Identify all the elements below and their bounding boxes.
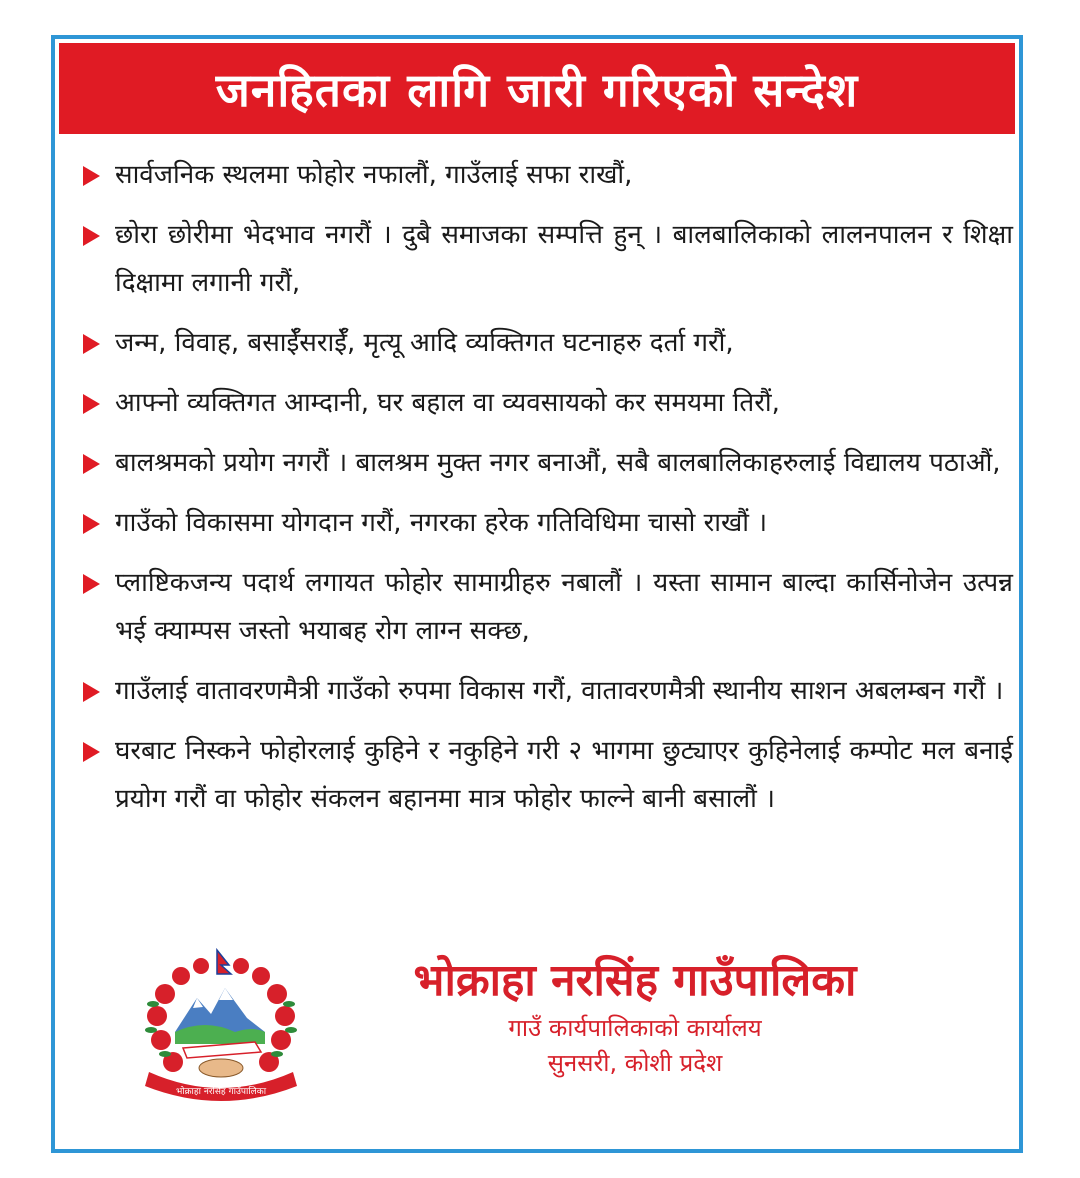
list-item: आफ्नो व्यक्तिगत आम्दानी, घर बहाल वा व्यवसायको कर समयमा तिरौं, (83, 379, 1013, 427)
triangle-bullet-icon (83, 226, 100, 246)
emblem-ribbon-text: भोक्राहा नरसिंह गाउँपालिका (175, 1087, 267, 1097)
list-item: जन्म, विवाह, बसाईँसराईँ, मृत्यू आदि व्यक्तिगत घटनाहरु दर्ता गरौं, (83, 319, 1013, 367)
emblem-svg (135, 944, 307, 1104)
office-address: सुनसरी, कोशी प्रदेश (547, 1049, 723, 1077)
triangle-bullet-icon (83, 454, 100, 474)
triangle-bullet-icon (83, 682, 100, 702)
office-name: भोक्राहा नरसिंह गाउँपालिका (413, 955, 857, 1006)
list-item: गाउँको विकासमा योगदान गरौं, नगरका हरेक गतिविधिमा चासो राखौं । (83, 499, 1013, 547)
office-block (325, 951, 945, 1081)
page-title: जनहितका लागि जारी गरिएको सन्देश (215, 62, 859, 117)
triangle-bullet-icon (83, 334, 100, 354)
title-banner (59, 43, 1015, 134)
list-item: बालश्रमको प्रयोग नगरौं । बालश्रम मुक्त नगर बनाऔं, सबै बालबालिकाहरुलाई विद्यालय पठाऔं, (83, 439, 1013, 487)
office-subtitle: गाउँ कार्यपालिकाको कार्यालय (508, 1014, 762, 1042)
list-item: गाउँलाई वातावरणमैत्री गाउँको रुपमा विकास गरौं, वातावरणमैत्री स्थानीय साशन अबलम्बन गरौं । (83, 667, 1013, 715)
list-item: सार्वजनिक स्थलमा फोहोर नफालौं, गाउँलाई सफा राखौं, (83, 151, 1013, 199)
notice-frame (51, 35, 1023, 1153)
government-emblem-icon (135, 944, 307, 1104)
list-item: प्लाष्टिकजन्य पदार्थ लगायत फोहोर सामाग्रीहरु नबालौं । यस्ता सामान बाल्दा कार्सिनोजेन उत्पन्न भई क्याम्पस जस्तो भयाबह रोग लाग्न सक्छ, (83, 559, 1013, 655)
triangle-bullet-icon (83, 742, 100, 762)
triangle-bullet-icon (83, 394, 100, 414)
list-item: छोरा छोरीमा भेदभाव नगरौं । दुबै समाजका सम्पत्ति हुन् । बालबालिकाको लालनपालन र शिक्षा दिक्षामा लगानी गरौं, (83, 211, 1013, 307)
triangle-bullet-icon (83, 514, 100, 534)
triangle-bullet-icon (83, 166, 100, 186)
list-item: घरबाट निस्कने फोहोरलाई कुहिने र नकुहिने गरी २ भागमा छुट्याएर कुहिनेलाई कम्पोट मल बनाई प्रयोग गरौं वा फोहोर संकलन बहानमा मात्र फोहोर फाल्ने बानी बसालौं । (83, 727, 1013, 823)
message-list (83, 151, 1013, 835)
triangle-bullet-icon (83, 574, 100, 594)
